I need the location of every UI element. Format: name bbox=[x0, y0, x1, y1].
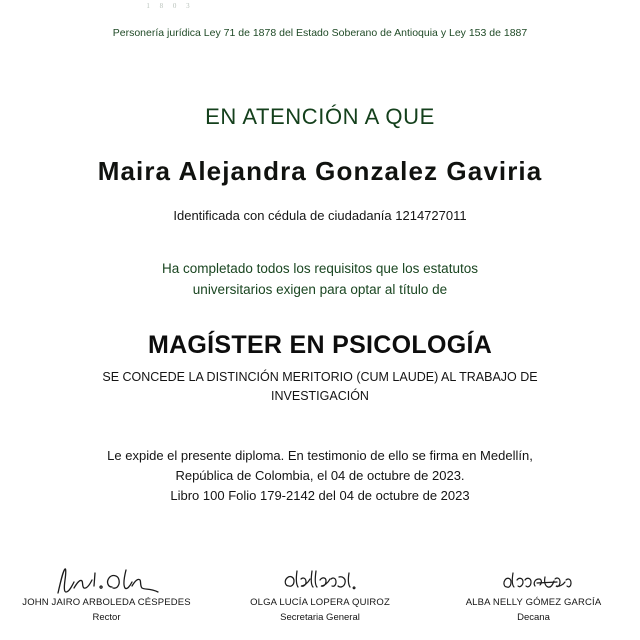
signature-block-rector bbox=[0, 566, 213, 624]
university-crest-year: 1 8 0 3 bbox=[146, 2, 194, 10]
issue-line-3: Libro 100 Folio 179-2142 del 04 de octubre de 2023 bbox=[170, 488, 470, 503]
signature-name: OLGA LUCÍA LOPERA QUIROZ bbox=[250, 597, 390, 608]
issue-paragraph bbox=[0, 446, 640, 506]
signature-block-decana bbox=[427, 566, 640, 624]
signature-name: ALBA NELLY GÓMEZ GARCÍA bbox=[465, 597, 602, 608]
attention-heading: EN ATENCIÓN A QUE bbox=[205, 104, 435, 129]
signature-mark-icon bbox=[427, 566, 640, 596]
requisites-line-2: universitarios exigen para optar al título de bbox=[192, 282, 448, 297]
requisites-line-1: Ha completado todos los requisitos que los estatutos bbox=[162, 261, 478, 276]
requisites-paragraph bbox=[0, 258, 640, 300]
distinction-paragraph bbox=[0, 368, 640, 406]
graduate-name: Maira Alejandra Gonzalez Gaviria bbox=[97, 156, 543, 186]
distinction-line-1: SE CONCEDE LA DISTINCIÓN MERITORIO (CUM LAUDE) AL TRABAJO DE bbox=[102, 370, 538, 384]
signature-role: Rector bbox=[92, 612, 121, 623]
signature-role: Decana bbox=[517, 612, 550, 623]
issue-line-2: República de Colombia, el 04 de octubre de 2023. bbox=[175, 468, 465, 483]
signature-block-secretaria bbox=[214, 566, 427, 624]
signature-mark-icon bbox=[214, 566, 427, 596]
signature-name: JOHN JAIRO ARBOLEDA CÉSPEDES bbox=[22, 597, 191, 608]
signature-row bbox=[0, 566, 640, 640]
signature-role: Secretaria General bbox=[280, 612, 360, 623]
legal-personeria-line: Personería jurídica Ley 71 de 1878 del Estado Soberano de Antioquia y Ley 153 de 1887 bbox=[112, 27, 528, 39]
identification-line: Identificada con cédula de ciudadanía 1214727011 bbox=[173, 208, 467, 223]
issue-line-1: Le expide el presente diploma. En testimonio de ello se firma en Medellín, bbox=[107, 448, 533, 463]
distinction-line-2: INVESTIGACIÓN bbox=[271, 389, 369, 403]
signature-mark-icon bbox=[0, 566, 213, 596]
degree-title: MAGÍSTER EN PSICOLOGÍA bbox=[147, 331, 493, 359]
